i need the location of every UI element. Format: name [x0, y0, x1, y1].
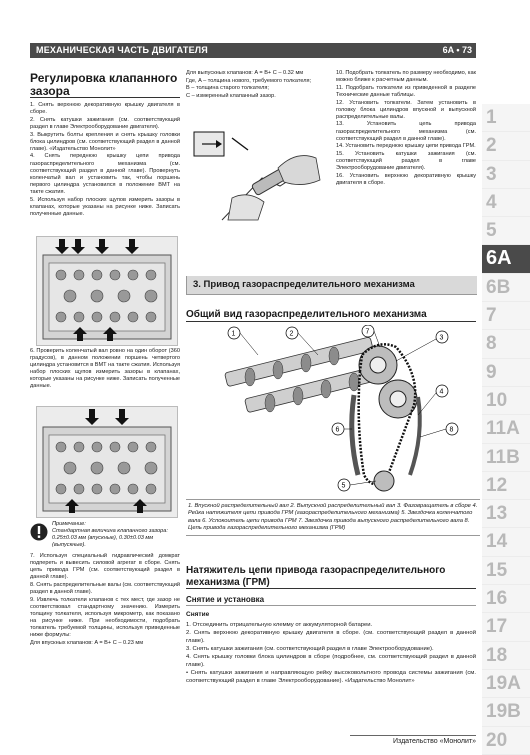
chapter-tab-8[interactable]: 8	[482, 330, 530, 358]
column-left-mid	[30, 348, 180, 391]
chapter-tab-13[interactable]: 13	[482, 500, 530, 528]
chapter-tab-20[interactable]: 20	[482, 727, 530, 755]
footer-publisher: Издательство «Монолит»	[350, 735, 476, 745]
chapter-tab-12[interactable]: 12	[482, 472, 530, 500]
install-steps	[336, 70, 476, 187]
callout-4: 4	[439, 388, 444, 396]
install-step-7: 16. Установить верхнюю декоративную крышку двигателя в сборе.	[336, 172, 476, 186]
step-paragraph-2: 8. Снять распределительные валы (см. соответствующий раздел в данной главе).	[30, 581, 180, 596]
removal-step-2: 2. Снять верхнюю декоративную крышку двигателя в сборе. (см. соответствующий раздел в данной главе).	[186, 630, 476, 644]
section-title: 3. Привод газораспределительного механизма	[193, 279, 415, 290]
tensioner-subheading: Снятие и установка	[186, 595, 476, 606]
chapter-tab-3[interactable]: 3	[482, 161, 530, 189]
install-step-4: 13. Установить цепь привода газораспределительного механизма (см. соответствующий раздел в данной главе).	[336, 121, 476, 142]
callout-6: 6	[335, 426, 340, 434]
step-paragraph-1: 6. Проверить коленчатый вал ровно на один оборот (360 градусов), в данном положении поршень четвертого цилиндра установится в ВМТ на такте сжатия. Используя набор плоских щупов измерить зазоры в клапанах, которые указаны на рисунке ниже. Записать полученные данные.	[30, 348, 180, 390]
chapter-tab-7[interactable]: 7	[482, 302, 530, 330]
callout-7: 7	[365, 328, 370, 336]
formula-line-1: Для выпускных клапанов: A = B+ C – 0.32 мм	[186, 70, 304, 76]
step-paragraph-3: 3. Выкрутить болты крепления и снять крышку головки блока цилиндров (см. соответствующий раздел в данной главе). «Издательство Монолит»	[30, 131, 180, 152]
chapter-tabs	[482, 104, 530, 755]
removal-step-4: 4. Снять крышку головки блока цилиндров в сборе (подробнее, см. соответствующий раздел в данной главе).	[186, 654, 476, 668]
formula-line-2: Где, A – толщина нового, требуемого толкателя;	[186, 77, 312, 84]
removal-step-3: 3. Снять катушки зажигания (см. соответствующий раздел в главе Электрооборудование).	[186, 645, 434, 652]
callout-2: 2	[289, 330, 294, 338]
chapter-tab-10[interactable]: 10	[482, 387, 530, 415]
formula-line-3: B – толщина старого толкателя;	[186, 85, 269, 92]
chapter-tab-11b[interactable]: 11B	[482, 444, 530, 472]
chapter-title: МЕХАНИЧЕСКАЯ ЧАСТЬ ДВИГАТЕЛЯ	[36, 45, 208, 55]
warning-icon	[30, 523, 48, 541]
valve-steps-top	[30, 102, 180, 218]
chapter-tab-14[interactable]: 14	[482, 528, 530, 556]
chapter-tab-6a[interactable]: 6A	[482, 245, 530, 273]
figure-caption: 1. Впускной распределительный вал 2. Выпускной распределительный вал 3. Фазовращатель в сборе 4. Рейка натяжителя цепи привода ГРМ (газораспределительного механизма) 5. Звездочка коленчатого вала 6. Успокоитель цепи привода ГРМ 7. Звездочка привода выпускного распределительного вала 8. Цепь привода газораспределительного механизма (ГРМ)	[186, 499, 480, 536]
chapter-tab-15[interactable]: 15	[482, 557, 530, 585]
page-number: 6A • 73	[442, 45, 472, 55]
note-text: Стандартная величина клапанного зазора: 0.25±0.03 мм (впускные), 0.30±0.03 мм (выпускные).	[52, 528, 168, 548]
callout-1: 1	[231, 330, 236, 338]
note-label: Примечание:	[52, 521, 86, 527]
step-paragraph-2: 2. Снять катушки зажигания (см. соответствующий раздел в главе Электрооборудование двигателя).	[30, 116, 180, 130]
column-left	[30, 70, 180, 218]
install-step-2: 11. Подобрать толкатели из приведенной в разделе Технические данные таблицы.	[336, 84, 476, 98]
removal-step-1: 1. Отсоединить отрицательную клемму от аккумуляторной батареи.	[186, 622, 373, 628]
removal-label: Снятие	[186, 611, 210, 618]
callout-5: 5	[341, 482, 346, 490]
install-step-3: 12. Установить толкатели. Затем установить в головку блока цилиндров впускной и выпускной распределительные валы.	[336, 99, 476, 120]
step-paragraph-1: 7. Используя специальный гидравлический домкрат подпереть и вывесить силовой агрегат в сборе. Снять цепь привода ГРМ (см. соответствующий раздел в данной главе).	[30, 553, 180, 581]
valve-steps-mid	[30, 348, 180, 391]
valve-clearance-heading: Регулировка клапанного зазора	[30, 72, 180, 98]
figure-head-intake-check	[36, 236, 178, 346]
formula-line-4: C – измеренный клапанный зазор.	[186, 93, 276, 100]
valve-steps-bottom	[30, 553, 180, 647]
column-middle	[186, 70, 330, 101]
chapter-tab-11a[interactable]: 11A	[482, 415, 530, 443]
callout-8: 8	[449, 426, 454, 434]
install-step-5: 14. Установить переднюю крышку цепи привода ГРМ.	[336, 143, 476, 150]
chapter-tab-16[interactable]: 16	[482, 585, 530, 613]
install-step-1: 10. Подобрать толкатель по размеру необходимо, как можно ближе к расчетным данным.	[336, 70, 476, 84]
chapter-tab-18[interactable]: 18	[482, 642, 530, 670]
removal-step-5: • Снять катушки зажигания и направляющую рейку высоковольтного провода системы зажигания (см. соответствующий раздел в главе Электрооборудование). «Издательство Монолит»	[186, 669, 476, 684]
chapter-tab-4[interactable]: 4	[482, 189, 530, 217]
callout-3: 3	[439, 334, 444, 342]
tensioner-heading: Натяжитель цепи привода газораспределительного механизма (ГРМ)	[186, 565, 476, 589]
section-bar	[186, 276, 477, 295]
tensioner-steps	[186, 622, 476, 686]
chapter-tab-2[interactable]: 2	[482, 132, 530, 160]
figure-timing-chain	[188, 325, 476, 497]
chapter-tab-17[interactable]: 17	[482, 613, 530, 641]
column-left-bottom	[30, 553, 180, 648]
overview-heading: Общий вид газораспределительного механизма	[186, 309, 476, 322]
figure-head-exhaust-check	[36, 406, 178, 518]
step-paragraph-4: 4. Снять переднюю крышку цепи привода газораспределительного механизма (см. соответствующий раздел в данной главе). Провернуть коленчатый вал и установить так, чтобы поршень первого цилиндра установился в положение ВМТ на такте сжатия.	[30, 153, 180, 195]
chapter-tab-19b[interactable]: 19B	[482, 698, 530, 726]
chapter-tab-1[interactable]: 1	[482, 104, 530, 132]
page-header	[30, 43, 476, 58]
step-paragraph-4: Для впускных клапанов: A = B+ C – 0.23 мм	[30, 639, 144, 646]
chapter-tab-6b[interactable]: 6B	[482, 274, 530, 302]
step-paragraph-1: 1. Снять верхнюю декоративную крышку двигателя в сборе.	[30, 102, 180, 116]
step-paragraph-5: 5. Используя набор плоских щупов измерить зазоры в клапанах, которые указаны на рисунке ниже. Записать полученные данные.	[30, 196, 180, 217]
formula-lines	[186, 70, 330, 100]
chapter-tab-19a[interactable]: 19A	[482, 670, 530, 698]
chapter-tab-9[interactable]: 9	[482, 359, 530, 387]
chapter-tab-5[interactable]: 5	[482, 217, 530, 245]
column-right	[336, 70, 476, 188]
step-paragraph-3: 9. Извлечь толкатели клапанов с тех мест, где зазор не соответствовал стандартному значению. Измерить толщину толкателя, используя микрометр, как показано на рисунке ниже. При необходимости, подобрать толкатель требуемой толщины, используя приведенные ниже формулы:	[30, 596, 180, 639]
install-step-6: 15. Установить катушки зажигания (см. соответствующий раздел в главе Электрооборудование двигателя).	[336, 151, 476, 172]
figure-micrometer	[192, 128, 326, 224]
